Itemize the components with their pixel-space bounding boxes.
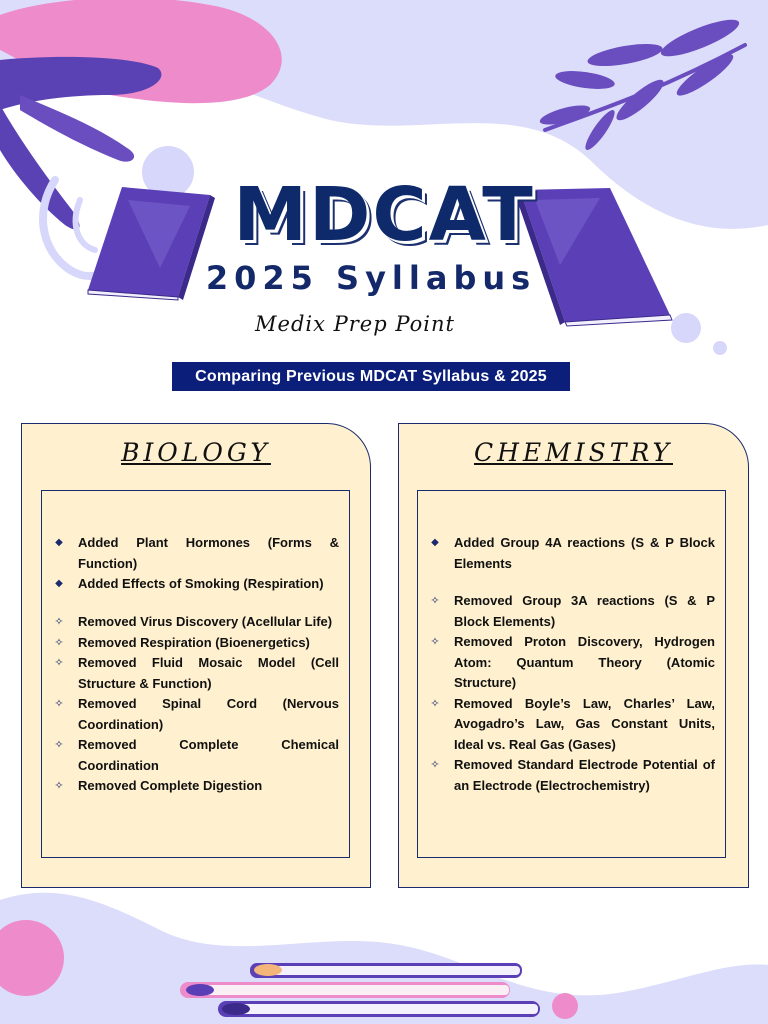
list-item: ✧ Removed Spinal Cord (Nervous Coordination) [52,694,339,735]
four-point-star-icon: ✧ [430,595,440,607]
brand-name: Medix Prep Point [255,312,455,336]
biology-added-list [52,533,339,595]
list-item: ✧ Removed Complete Chemical Coordination [52,735,339,776]
biology-removed-list [52,612,339,797]
chemistry-removed-list [428,591,715,796]
biology-title: BIOLOGY [121,438,271,467]
page-subtitle: 2025 Syllabus [205,259,537,297]
list-item: ✧ Removed Group 3A reactions (S & P Block Elements) [428,591,715,632]
four-point-star-icon: ✧ [54,739,64,751]
chemistry-list-box [417,490,726,858]
filled-diamond-icon: ◆ [55,537,63,548]
list-item: ✧ Removed Complete Digestion [52,776,339,797]
chemistry-title: CHEMISTRY [473,438,673,467]
four-point-star-icon: ✧ [54,616,64,628]
filled-diamond-icon: ◆ [431,537,439,548]
page-title: MDCAT [233,172,535,258]
four-point-star-icon: ✧ [54,780,64,792]
list-item: ◆ Added Plant Hormones (Forms & Function) [52,533,339,574]
list-item: ✧ Removed Standard Electrode Potential of an Electrode (Electrochemistry) [428,755,715,796]
list-item: ✧ Removed Respiration (Bioenergetics) [52,633,339,654]
chemistry-added-list [428,533,715,574]
filled-diamond-icon: ◆ [55,578,63,589]
list-item: ◆ Added Effects of Smoking (Respiration) [52,574,339,595]
list-item: ✧ Removed Fluid Mosaic Model (Cell Structure & Function) [52,653,339,694]
biology-card [21,423,371,888]
comparison-banner: Comparing Previous MDCAT Syllabus & 2025 [172,362,570,391]
pink-dot-bottom [552,993,578,1019]
chemistry-card [398,423,749,888]
four-point-star-icon: ✧ [54,636,64,649]
four-point-star-icon: ✧ [430,697,440,710]
purple-leaf-left-3 [20,95,134,162]
list-item: ✧ Removed Boyle’s Law, Charles’ Law, Avogadro’s Law, Gas Constant Units, Ideal vs. Real Gas (Gases) [428,694,715,756]
four-point-star-icon: ✧ [430,759,440,771]
biology-list-box [41,490,350,858]
four-point-star-icon: ✧ [430,636,440,648]
lavender-dot-3 [713,341,727,355]
list-item: ✧ Removed Proton Discovery, Hydrogen Atom: Quantum Theory (Atomic Structure) [428,632,715,694]
list-item: ✧ Removed Virus Discovery (Acellular Life) [52,612,339,633]
four-point-star-icon: ✧ [54,657,64,669]
four-point-star-icon: ✧ [54,698,64,710]
list-item: ◆ Added Group 4A reactions (S & P Block Elements [428,533,715,574]
